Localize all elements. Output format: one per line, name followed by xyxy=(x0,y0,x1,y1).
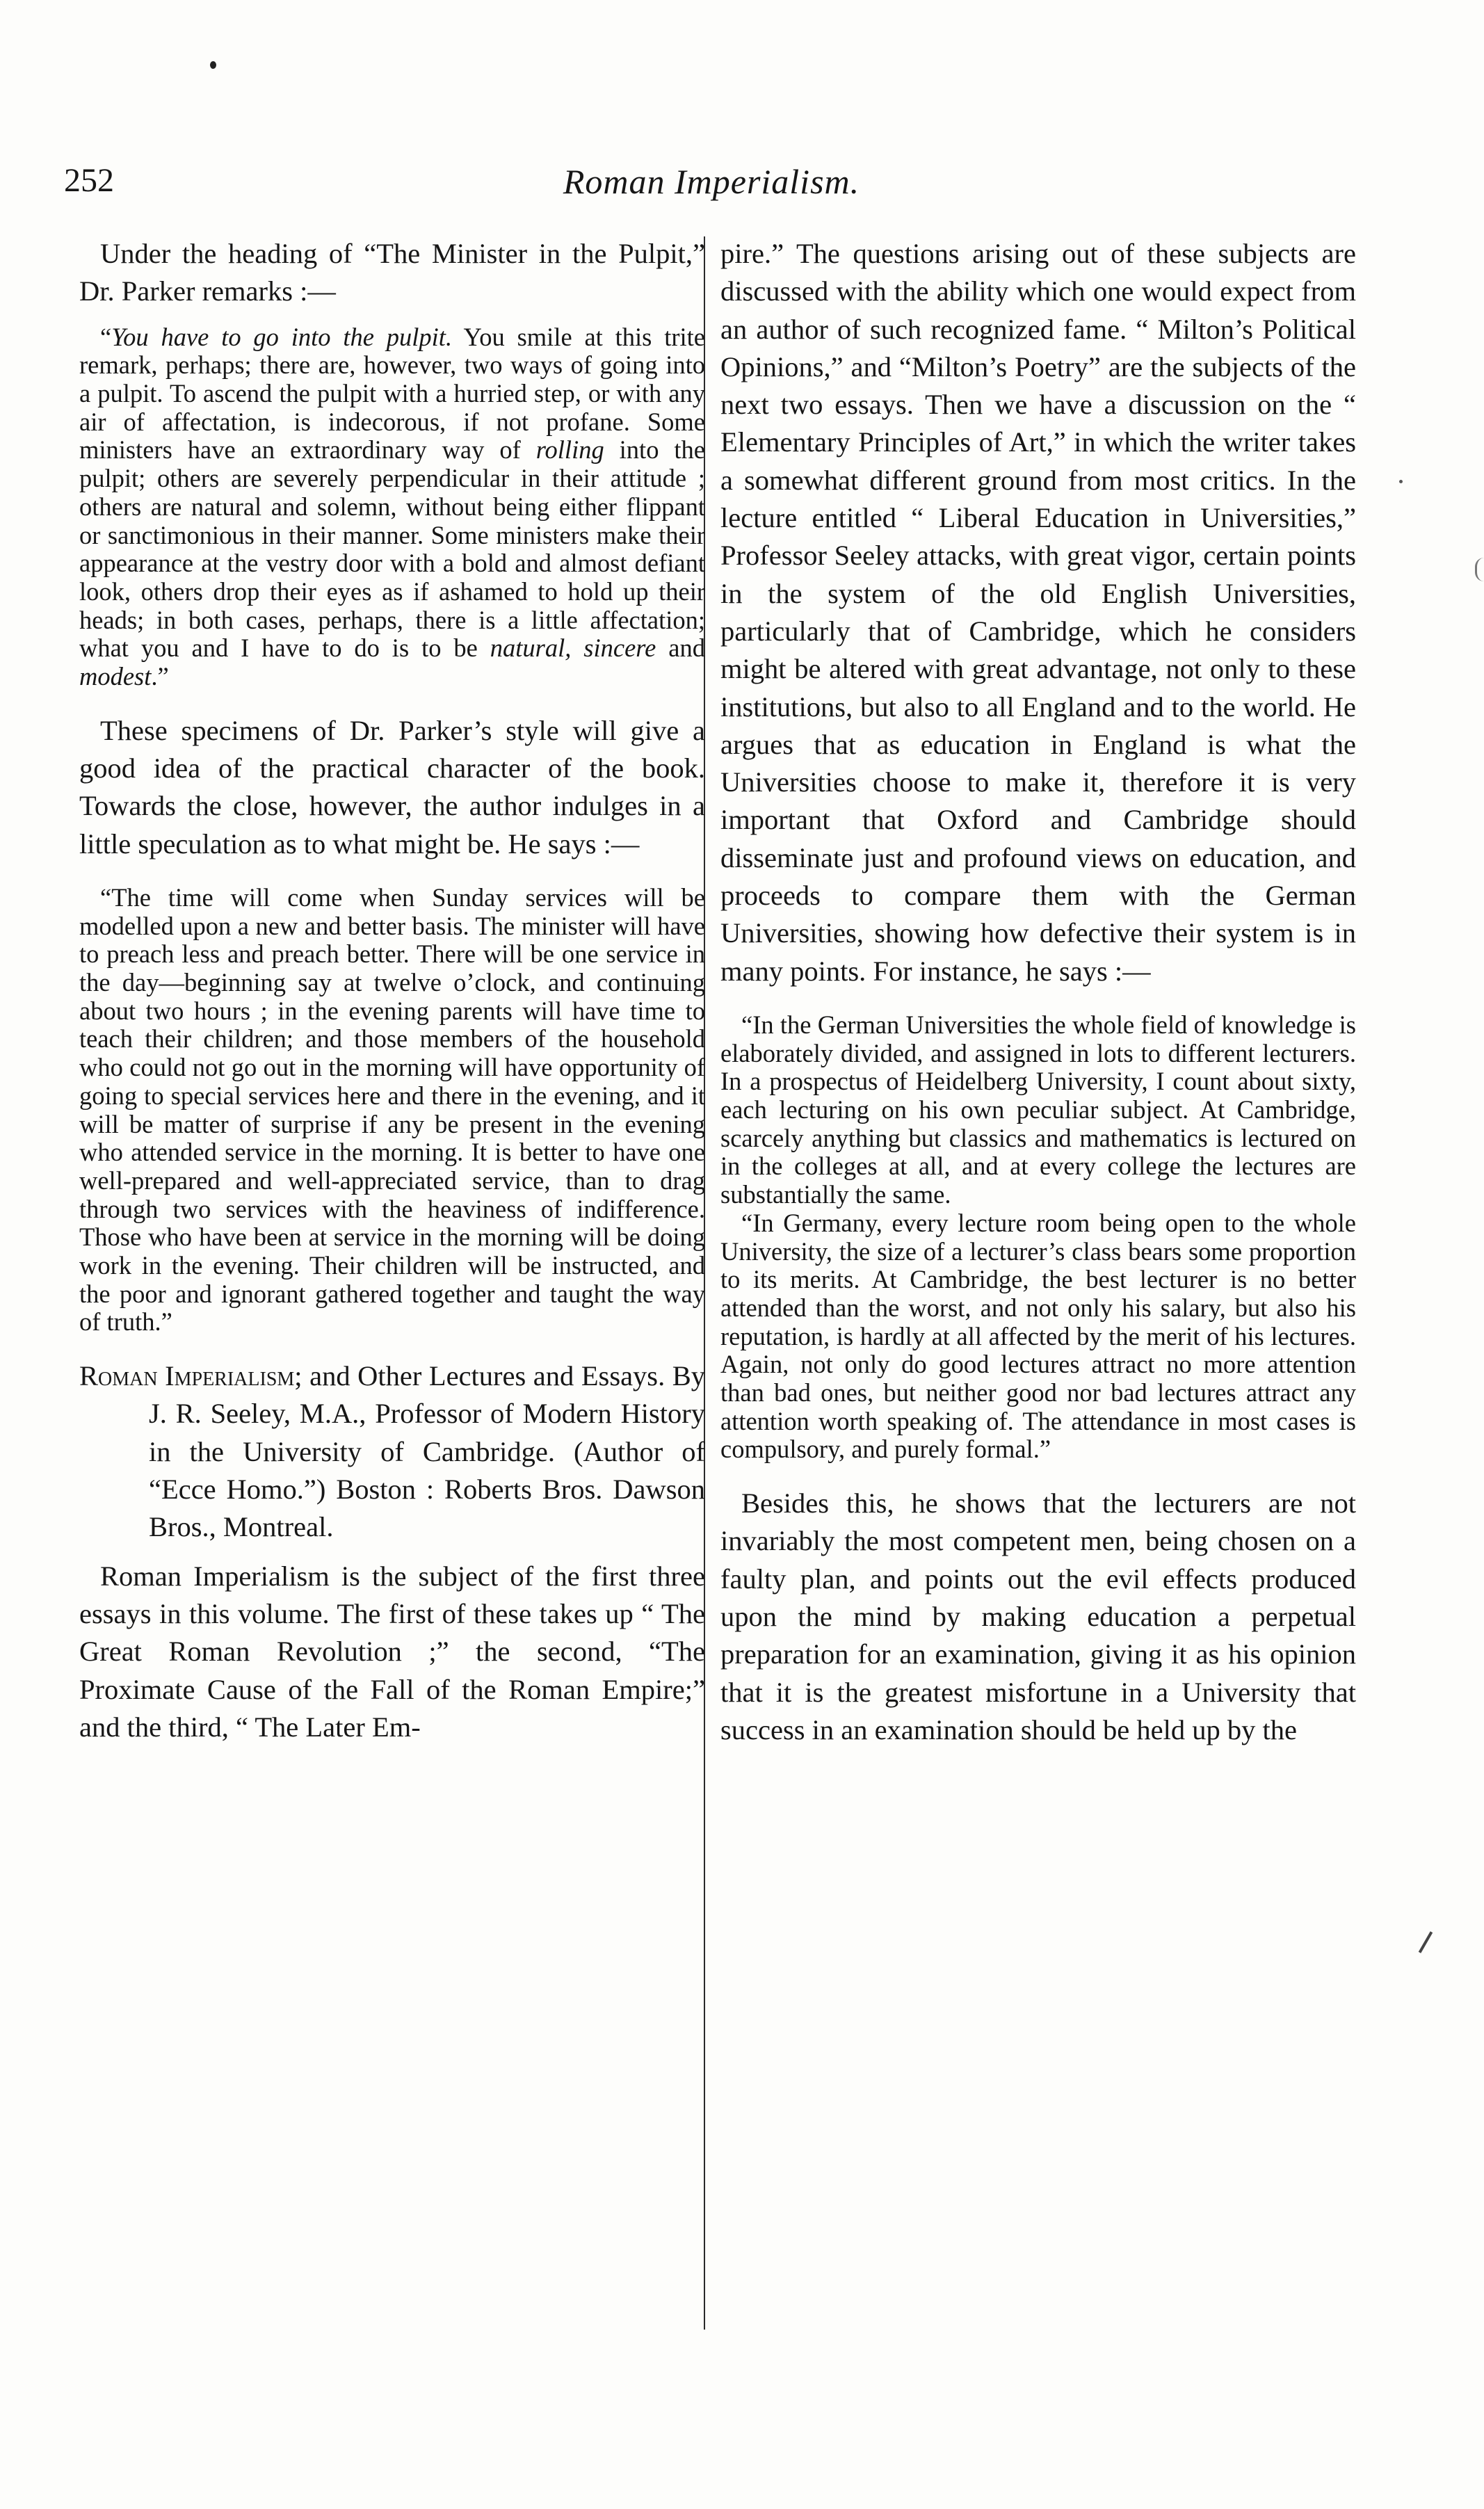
running-title: Roman Imperialism. xyxy=(563,162,860,201)
ink-speck xyxy=(210,61,216,69)
book-title: Roman Imperialism xyxy=(79,1360,295,1392)
body-paragraph: pire.” The questions arising out of these subjects are discussed with the ability which one would expect from an author of such recognized fame. “ Milton’s Political Opinions,” and “Milton’s Poetry” are the subjects of the next two essays. Then we have a discussion on the “ Elementary Principles of Art,” in which the writer takes a somewhat different ground from most critics. In the lecture entitled “ Liberal Education in Universities,” Professor Seeley attacks, with great vigor, certain points in the system of the old English Universities, particularly that of Cambridge, which he considers might be altered with great advantage, not only to these institutions, but also to all England and to the world. He argues that as education in England is what the Universities choose to make it, therefore it is very important that Oxford and Cambridge should disseminate just and profound views on education, and proceeds to compare them with the German Universities, showing how defective their system is in many points. For instance, he says :— xyxy=(720,238,1356,987)
quote-open: “ xyxy=(100,322,112,351)
book-details: ; and Other Lectures and Essays. By J. R. Seeley, M.A., Professor of Modern History in the University of Cambridge. (Author of “Ecce Homo.”) Boston : Roberts Bros. Dawson Bros., Montreal. xyxy=(149,1360,705,1543)
italic-word: modest xyxy=(79,662,152,691)
page-edge-mark xyxy=(1475,558,1484,581)
italic-word: rolling xyxy=(535,435,604,465)
quote-sunday-services: “The time will come when Sunday services will be modelled upon a new and better basis. The minister will have to preach less and preach better. There will be one service in the day—beginning say at twelve o’clock, and continuing about two hours ; in the evening parents will have time to teach their children; and those members of the household who could not go out in the morning will have opportunity of going to special services here and there in the evening, and it will be matter of surprise if any be present in the evening who attended service in the morning. It is better to have one well-prepared and well-appreciated service, than to drag through two services with the heaviness of indifference. Those who have been at service in the morning will be doing work in the evening. Their children will be instructed, and the poor and ignorant gathered together and taught the way of truth.” xyxy=(79,882,705,1337)
body-paragraph: Roman Imperialism is the subject of the first three essays in this volume. The first of these takes up “ The Great Roman Revolution ;” the second, “The Proximate Cause of the Fall of the Roman Empire;” and the third, “ The Later Em- xyxy=(79,1560,705,1743)
quote-german-universities: “In the German Universities the whole field of knowledge is elaborately divided, and assigned in lots to different lecturers. In a prospectus of Heidelberg University, I count about sixty, each lecturing on his own peculiar subject. At Cambridge, scarcely anything but classics and mathematics is lectured on in the colleges at all, and at every college the lectures are substantially the same. xyxy=(720,1010,1356,1209)
quote-lecture-rooms: “In Germany, every lecture room being open to the whole University, the size of a lecturer’s class bears some proportion to its merits. At Cambridge, the best lecturer is no better attended than the worst, and not only his salary, but also his reputation, is hardly at all affected by the merit of his lectures. Again, not only do good lectures attract no more attention than bad ones, but neither good nor bad lectures attract any attention worth speaking of. The attendance in most cases is compulsory, and purely formal.” xyxy=(720,1208,1356,1464)
italic-phrase: You have to go into the pulpit. xyxy=(111,322,453,351)
ink-speck xyxy=(1399,480,1403,483)
page-header xyxy=(64,161,1359,217)
quote-text: into the pulpit; others are severely perpendicular in their attitude ; others are natural and solemn, without being either flippant or sanctimonious in their manner. Some ministers make their appearance at the vestry door with a bold and almost defiant look, others drop their eyes as if ashamed to hold up their heads; in both cases, perhaps, there is a little affectation; what you and I have to do is to be xyxy=(79,435,705,663)
pencil-mark xyxy=(1419,1931,1433,1953)
left-column xyxy=(79,235,705,1746)
quote-close: .” xyxy=(151,662,169,691)
quote-text: and xyxy=(656,634,705,663)
quote-minister-in-pulpit xyxy=(79,323,705,691)
italic-word: natural, sincere xyxy=(490,634,656,663)
quote-text: You smile at this trite remark, perhaps; there are, however, two ways of going into a pulpit. To ascend the pulpit with a hurried step, or with any air of affectation, is indecorous, if not profane. Some ministers have an extraordinary way of xyxy=(79,322,705,465)
page-number: 252 xyxy=(64,162,114,199)
body-paragraph: Besides this, he shows that the lecturers are not invariably the most competent men, being chosen on a faulty plan, and points out the evil effects produced upon the mind by making education a perpetual preparation for an examination, giving it as his opinion that it is the greatest misfortune in a University that success in an examination should be held up by the xyxy=(720,1487,1356,1745)
right-column xyxy=(720,235,1356,1749)
book-reference xyxy=(79,1357,705,1546)
intro-paragraph: Under the heading of “The Minister in the Pulpit,” Dr. Parker remarks :— xyxy=(79,238,705,307)
body-paragraph: These specimens of Dr. Parker’s style will give a good idea of the practical character of the book. Towards the close, however, the author indulges in a little speculation as to what might be. He says :— xyxy=(79,714,705,860)
